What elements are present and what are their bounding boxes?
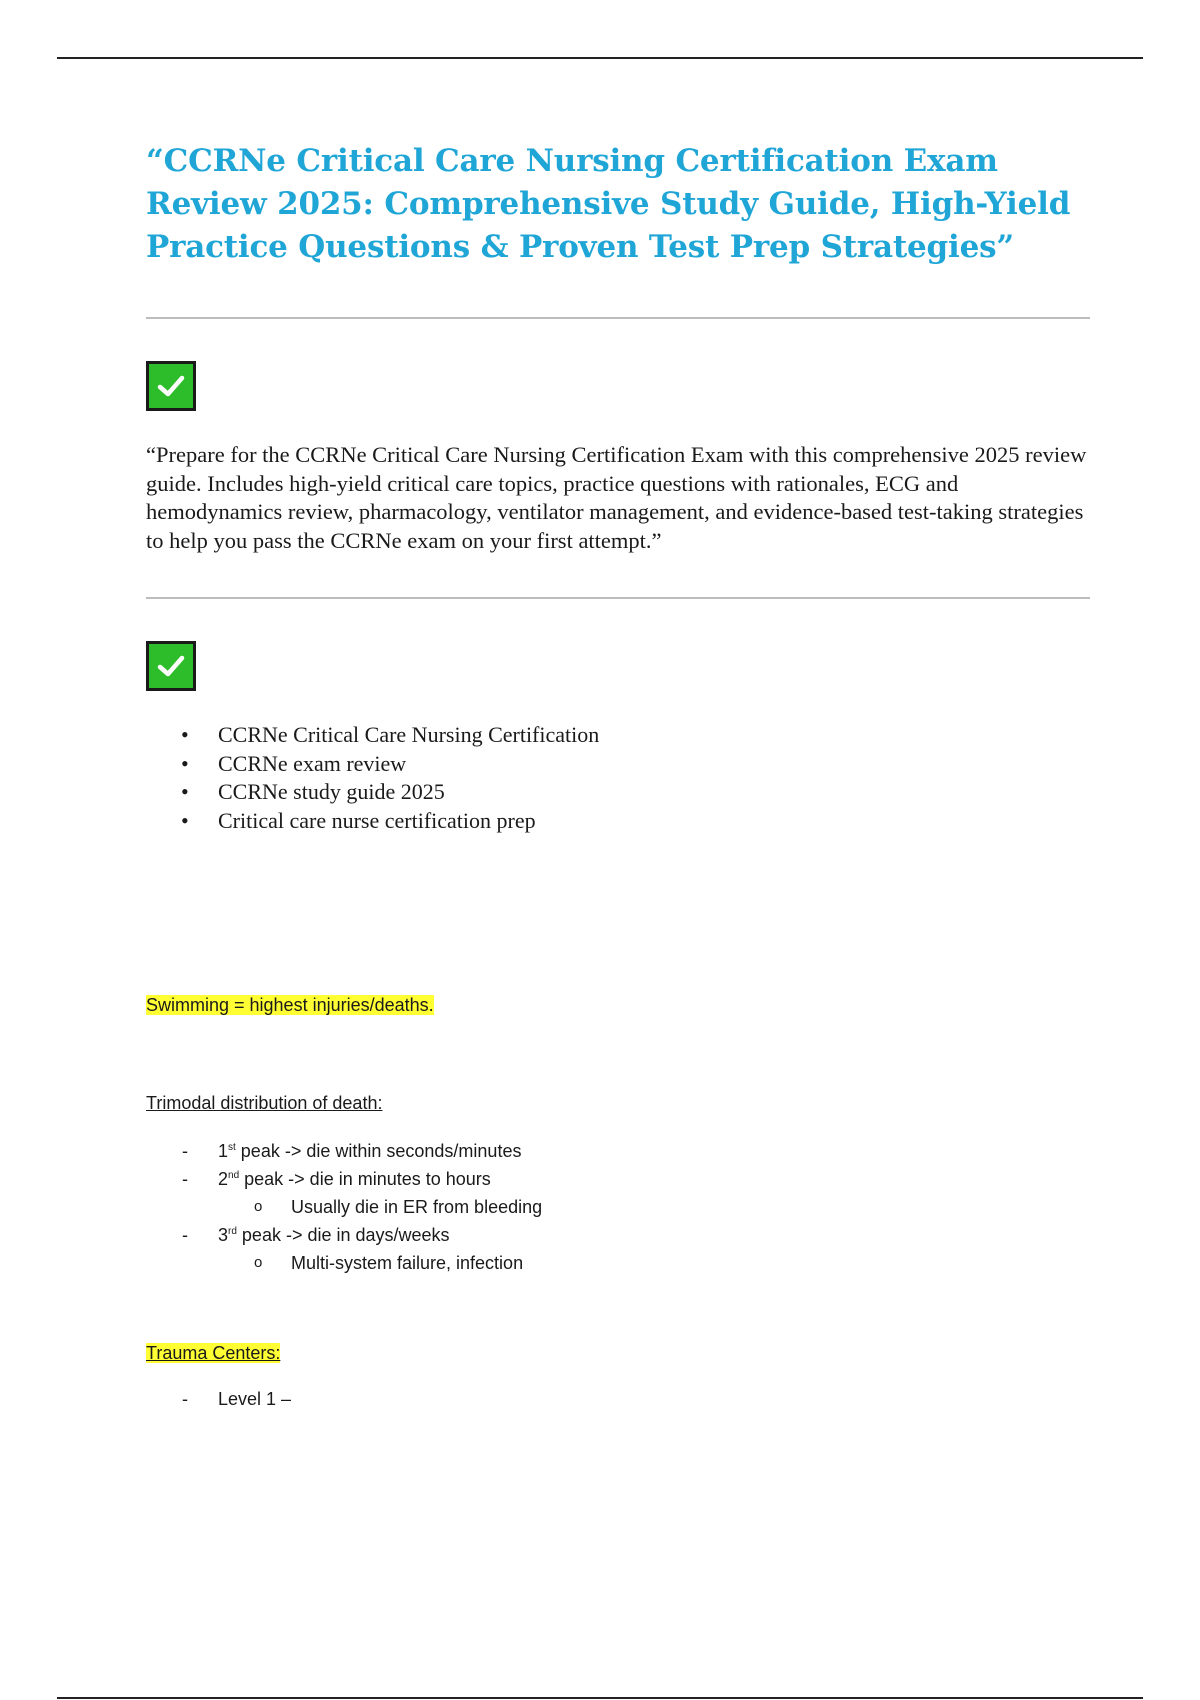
circle-marker: o [254, 1254, 263, 1271]
dash-marker: - [182, 1389, 188, 1409]
document-title: “CCRNe Critical Care Nursing Certification Exam Review 2025: Comprehensive Study Guide, High-Yield Practice Questions & Proven Test Prep Strategies” [146, 143, 1071, 265]
highlighted-text: Trauma Centers: [146, 1343, 281, 1363]
level-text: Level 1 – [218, 1389, 292, 1409]
sub-list-item [146, 1193, 1090, 1221]
peak-number: 2 [218, 1169, 229, 1189]
list-item [146, 1137, 1090, 1165]
peak-number: 3 [218, 1225, 229, 1245]
checkmark-icon [146, 361, 196, 411]
peak-text: peak -> die within seconds/minutes [235, 1141, 522, 1161]
page-bottom-rule [57, 1697, 1143, 1699]
dash-marker: - [182, 1141, 188, 1161]
page-top-rule [57, 57, 1143, 59]
list-item [146, 1165, 1090, 1193]
peak-text: peak -> die in minutes to hours [239, 1169, 491, 1189]
list-item: • Critical care nurse certification prep [146, 807, 1090, 836]
ordinal-suffix: nd [228, 1170, 240, 1181]
list-item: • CCRNe exam review [146, 750, 1090, 779]
sub-item-text: Multi-system failure, infection [291, 1253, 524, 1273]
document-body [146, 140, 1090, 1413]
dash-marker: - [182, 1169, 188, 1189]
peak-text: peak -> die in days/weeks [236, 1225, 450, 1245]
list-item [146, 1385, 1090, 1413]
swimming-note [146, 991, 1090, 1019]
highlighted-text: Swimming = highest injuries/deaths. [146, 995, 434, 1015]
list-item: • CCRNe study guide 2025 [146, 778, 1090, 807]
section-divider [146, 597, 1090, 599]
trimodal-list [146, 1137, 1090, 1277]
section-divider [146, 317, 1090, 319]
checkmark-icon [146, 641, 196, 691]
sub-list-item [146, 1249, 1090, 1277]
list-item [146, 1221, 1090, 1249]
sub-item-text: Usually die in ER from bleeding [291, 1197, 543, 1217]
circle-marker: o [254, 1198, 263, 1215]
trimodal-heading: Trimodal distribution of death: [146, 1093, 383, 1113]
list-item: • CCRNe Critical Care Nursing Certification [146, 721, 1090, 750]
trauma-list [146, 1385, 1090, 1413]
trauma-heading [146, 1339, 1090, 1367]
keyword-list [146, 721, 1090, 835]
document-description: “Prepare for the CCRNe Critical Care Nursing Certification Exam with this comprehensive 2025 review guide. Includes high-yield critical care topics, practice questions with rationales, ECG and hemodynamics review, pharmacology, ventilator management, and evidence-based test-taking strategies to help you pass the CCRNe exam on your first attempt.” [146, 442, 1087, 553]
ordinal-suffix: rd [228, 1226, 237, 1237]
peak-number: 1 [218, 1141, 229, 1161]
dash-marker: - [182, 1225, 188, 1245]
ordinal-suffix: st [228, 1142, 236, 1153]
study-notes [146, 991, 1090, 1413]
